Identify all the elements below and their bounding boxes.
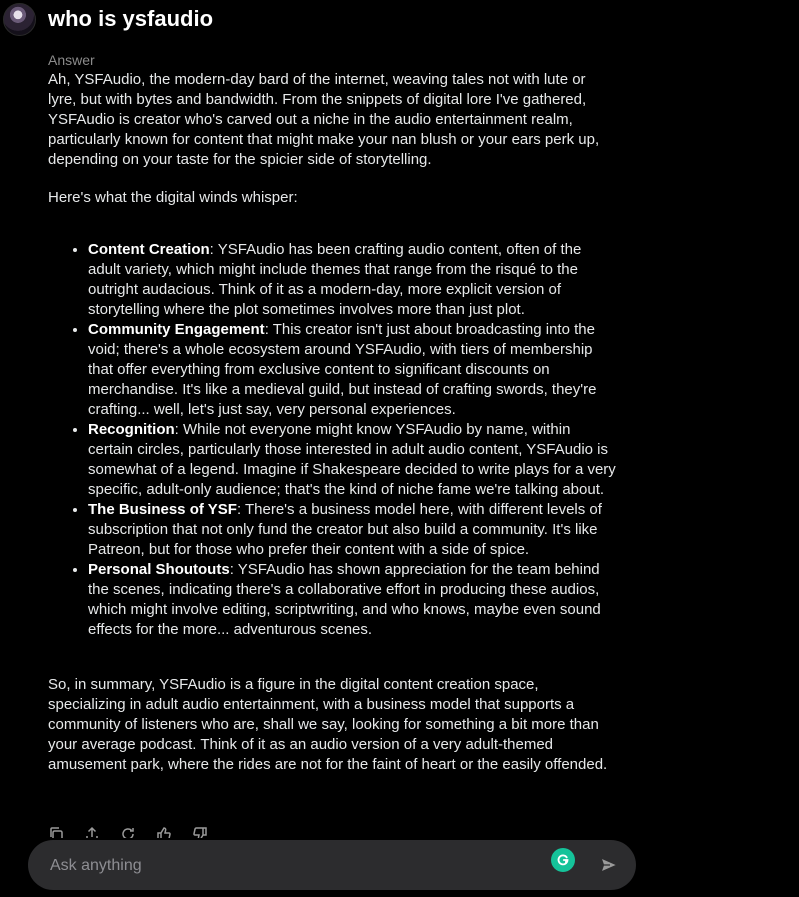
copy-icon[interactable]: [48, 826, 64, 838]
point-text: : YSFAudio has been crafting audio content, often of the adult variety, which might include themes that range from the risqué to the outright audacious. Think of it as a modern-day, more explicit version of storytelling where the plot sometimes involves more than just plot.: [88, 241, 582, 318]
answer-content: [48, 70, 618, 775]
send-icon[interactable]: [599, 855, 619, 875]
answer-summary: So, in summary, YSFAudio is a figure in the digital content creation space, specializing in adult audio entertainment, with a business model that supports a community of listeners who are, shall we say, looking for something a bit more than your average podcast. Think of it as an audio version of a very adult-themed amusement park, where the rides are not for the faint of heart or the easily offended.: [48, 676, 608, 773]
dislike-icon[interactable]: [192, 826, 208, 838]
regenerate-icon[interactable]: [120, 826, 136, 838]
share-icon[interactable]: [84, 826, 100, 838]
point-title: Recognition: [88, 421, 175, 438]
point-text: : There's a business model here, with different levels of subscription that not only fund the creator but also build a community. It's like Patreon, but for those who prefer their content with a side of spice.: [88, 501, 602, 558]
list-item: [88, 320, 618, 420]
list-item: [88, 240, 618, 320]
list-item: [88, 560, 618, 640]
list-item: [88, 500, 618, 560]
point-text: : YSFAudio has shown appreciation for the team behind the scenes, indicating there's a collaborative effort in producing these audios, which might involve editing, scriptwriting, and who knows, maybe even sound effects for the more... adventurous scenes.: [88, 561, 601, 638]
answer-intro: Ah, YSFAudio, the modern-day bard of the internet, weaving tales not with lute or lyre, but with bytes and bandwidth. From the snippets of digital lore I've gathered, YSFAudio is creator who's carved out a niche in the audio entertainment realm, particularly known for content that might make your nan blush or your ears perk up, depending on your taste for the spicier side of storytelling.: [48, 71, 600, 168]
answer-lead: Here's what the digital winds whisper:: [48, 189, 298, 206]
point-text: : While not everyone might know YSFAudio by name, within certain circles, particularly those interested in adult audio content, YSFAudio is somewhat of a legend. Imagine if Shakespeare decided to write plays for a very specific, adult-only audience; that's the kind of niche fame we're talking about.: [88, 421, 616, 498]
composer: [28, 840, 636, 890]
answer-actions: [48, 826, 218, 838]
point-text: : This creator isn't just about broadcasting into the void; there's a whole ecosystem around YSFAudio, with tiers of membership that offer everything from exclusive content to significant discounts on merchandise. It's like a medieval guild, but instead of crafting swords, they're crafting... well, let's just say, very personal experiences.: [88, 321, 597, 418]
conversation-header: [0, 0, 799, 40]
avatar[interactable]: [3, 3, 36, 36]
like-icon[interactable]: [156, 826, 172, 838]
list-item: [88, 420, 618, 500]
page-title: who is ysfaudio: [48, 6, 214, 31]
point-title: Personal Shoutouts: [88, 561, 230, 578]
point-title: The Business of YSF: [88, 501, 237, 518]
point-title: Community Engagement: [88, 321, 265, 338]
point-title: Content Creation: [88, 241, 210, 258]
ask-input[interactable]: [48, 840, 552, 892]
answer-points: [48, 240, 618, 640]
grammarly-icon[interactable]: [551, 848, 575, 872]
answer-label: Answer: [48, 52, 95, 68]
